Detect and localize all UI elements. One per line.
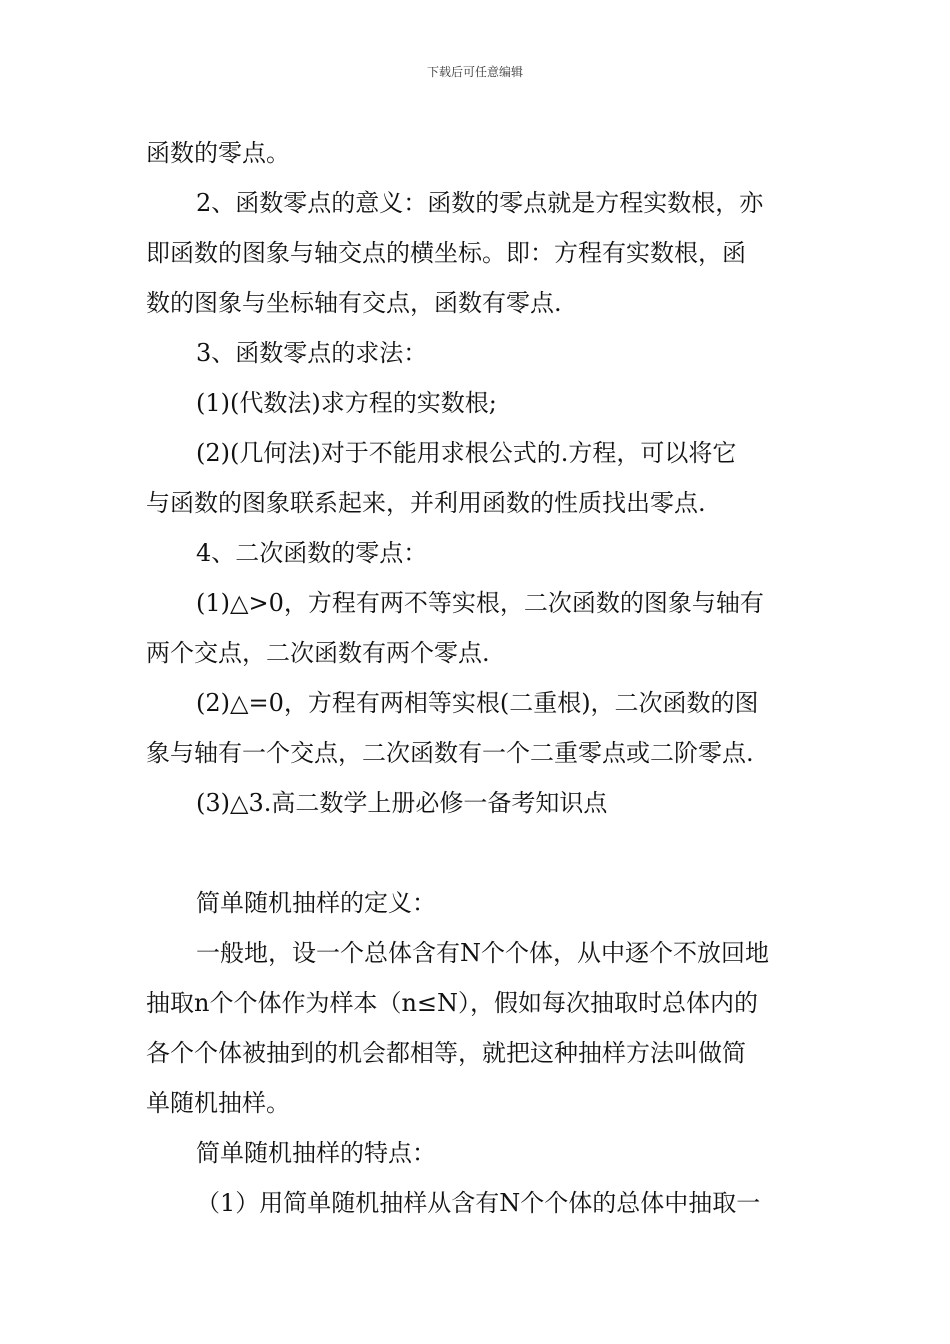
page-header: 下载后可任意编辑 — [426, 65, 523, 79]
text-line: 两个交点，二次函数有两个零点. — [146, 639, 490, 667]
text-line: 3、函数零点的求法： — [196, 339, 428, 367]
text-line: 4、二次函数的零点： — [196, 539, 428, 567]
text-line: 与函数的图象联系起来，并利用函数的性质找出零点. — [146, 489, 706, 517]
text-line: （1）用简单随机抽样从含有N个个体的总体中抽取一 — [196, 1189, 761, 1217]
blank-line — [146, 828, 814, 878]
text-line: 函数的零点。 — [146, 139, 290, 167]
text-line: 各个个体被抽到的机会都相等，就把这种抽样方法叫做简 — [146, 1039, 746, 1067]
text-line: 抽取n个个体作为样本（n≤N），假如每次抽取时总体内的 — [146, 989, 759, 1017]
text-line: 一般地，设一个总体含有N个个体，从中逐个不放回地 — [196, 939, 769, 967]
text-line: 2、函数零点的意义：函数的零点就是方程实数根，亦 — [196, 189, 764, 217]
text-line: (3)△3.高二数学上册必修一备考知识点 — [196, 789, 608, 817]
document-body — [146, 128, 814, 1228]
text-line: (2)(几何法)对于不能用求根公式的.方程，可以将它 — [196, 439, 737, 467]
text-line: (2)△=0，方程有两相等实根(二重根)，二次函数的图 — [196, 689, 759, 717]
text-line: 简单随机抽样的特点： — [196, 1139, 436, 1167]
text-line: 简单随机抽样的定义： — [196, 889, 436, 917]
text-line: 即函数的图象与轴交点的横坐标。即：方程有实数根，函 — [146, 239, 746, 267]
text-line: 数的图象与坐标轴有交点，函数有零点. — [146, 289, 562, 317]
text-line: (1)(代数法)求方程的实数根; — [196, 389, 497, 417]
text-line: 象与轴有一个交点，二次函数有一个二重零点或二阶零点. — [146, 739, 754, 767]
text-line: (1)△>0，方程有两不等实根，二次函数的图象与轴有 — [196, 589, 764, 617]
text-line: 单随机抽样。 — [146, 1089, 290, 1117]
